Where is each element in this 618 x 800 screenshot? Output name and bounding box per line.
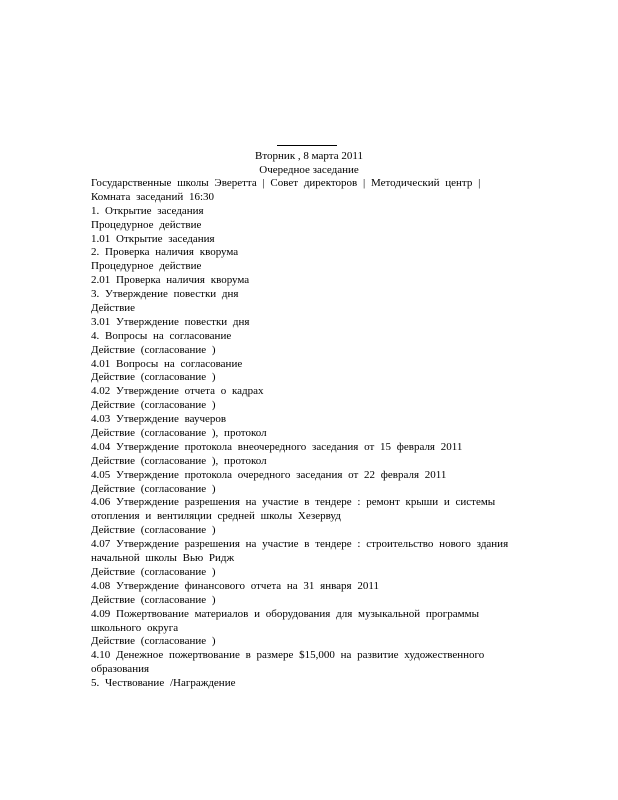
agenda-line: 4.03 Утверждение ваучеров <box>91 413 227 426</box>
agenda-line: 4.04 Утверждение протокола внеочередного заседания от 15 февраля 2011 <box>91 440 463 453</box>
agenda-line: 1.01 Открытие заседания <box>91 232 215 245</box>
meeting-type: Очередное заседание <box>259 164 359 176</box>
agenda-line: 3.01 Утверждение повестки дня <box>91 315 250 328</box>
agenda-line: Действие (согласование ) <box>91 524 216 537</box>
agenda-line: Действие (согласование ) <box>91 399 216 412</box>
agenda-line: Действие (согласование ) <box>91 635 216 648</box>
agenda-line: Процедурное действие <box>91 218 202 231</box>
agenda-line: Действие <box>91 302 136 315</box>
agenda-line: 2.01 Проверка наличия кворума <box>91 274 250 287</box>
agenda-line: 4.05 Утверждение протокола очередного заседания от 22 февраля 2011 <box>91 468 447 481</box>
agenda-line: Действие (согласование ), протокол <box>91 454 267 467</box>
agenda-line: 5. Чествование /Награждение <box>91 677 236 690</box>
agenda-line: 4.08 Утверждение финансового отчета на 31 января 2011 <box>91 579 379 592</box>
agenda-line: Действие (согласование ), протокол <box>91 427 267 440</box>
agenda-line: 3. Утверждение повестки дня <box>91 288 239 301</box>
agenda-line: начальной школы Вью Ридж <box>91 552 235 565</box>
agenda-line: 4.07 Утверждение разрешения на участие в тендере : строительство нового здания <box>91 538 509 551</box>
agenda-line: 4.02 Утверждение отчета о кадрах <box>91 385 264 398</box>
agenda-line: 4. Вопросы на согласование <box>91 329 232 342</box>
agenda-line: Действие (согласование ) <box>91 565 216 578</box>
agenda-line: Действие (согласование ) <box>91 482 216 495</box>
agenda-line: образования <box>91 663 150 676</box>
agenda-line: Действие (согласование ) <box>91 593 216 606</box>
agenda-line: 4.09 Пожертвование материалов и оборудования для музыкальной программы <box>91 607 479 620</box>
agenda-line: отопления и вентиляции средней школы Хезервуд <box>91 510 341 523</box>
agenda-line: Комната заседаний 16:30 <box>91 190 215 203</box>
agenda-line: Процедурное действие <box>91 260 202 273</box>
agenda-line: 1. Открытие заседания <box>91 204 204 217</box>
agenda-line: 4.10 Денежное пожертвование в размере $15,000 на развитие художественного <box>91 649 485 662</box>
agenda-line: 4.06 Утверждение разрешения на участие в тендере : ремонт крыши и системы <box>91 496 496 509</box>
agenda-line: Действие (согласование ) <box>91 371 216 384</box>
header-rule <box>277 145 337 146</box>
agenda-line: Государственные школы Эверетта | Совет директоров | Методический центр | <box>91 177 481 189</box>
meeting-date: Вторник , 8 марта 2011 <box>255 150 363 162</box>
agenda-line: школьного округа <box>91 621 179 634</box>
agenda-line: 2. Проверка наличия кворума <box>91 246 239 259</box>
agenda-line: 4.01 Вопросы на согласование <box>91 357 243 370</box>
agenda-line: Действие (согласование ) <box>91 343 216 356</box>
agenda-body <box>91 177 521 691</box>
